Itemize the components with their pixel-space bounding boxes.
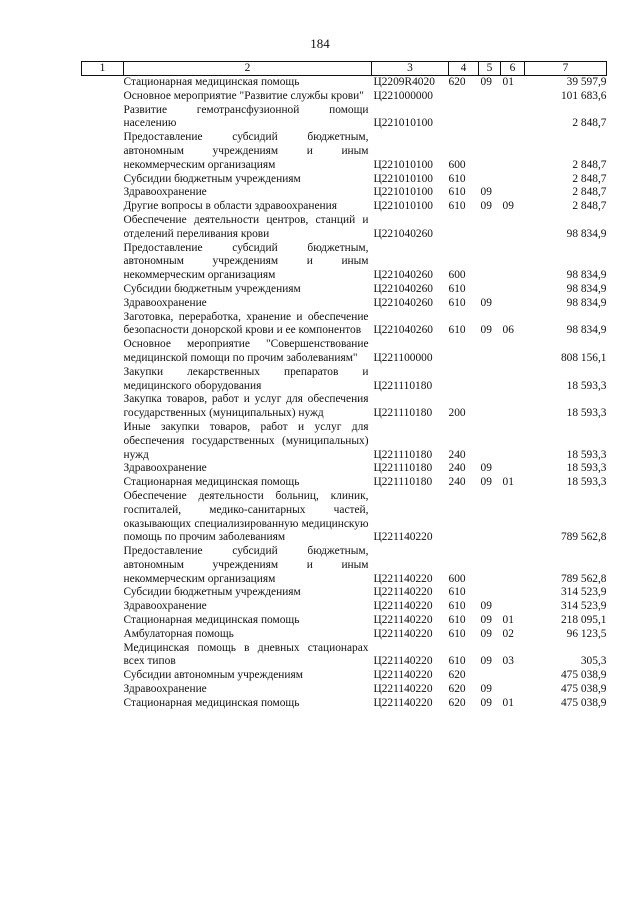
table-row	[82, 173, 607, 187]
target-code: Ц221010100	[373, 158, 433, 171]
amount-value: 314 523,9	[560, 586, 607, 599]
section-code	[479, 214, 501, 242]
row-number-cell	[82, 173, 124, 187]
row-number-cell	[82, 393, 124, 421]
section-code	[479, 131, 501, 172]
subsection-code	[501, 186, 525, 200]
expense-type: 610	[448, 627, 466, 640]
section-code	[479, 586, 501, 600]
section-code	[479, 173, 501, 187]
table-row	[82, 90, 607, 104]
table-row	[82, 311, 607, 339]
column-header-4: 4	[449, 62, 479, 76]
subsection-code: 01	[502, 76, 514, 88]
section-code: 09	[480, 76, 492, 88]
amount-value: 18 593,3	[566, 407, 607, 420]
target-code: Ц221140220	[373, 586, 433, 599]
expense-type: 610	[448, 655, 466, 668]
item-name: Заготовка, переработка, хранение и обеспечение безопасности донорской крови и ее компонентов	[123, 310, 369, 337]
table-row	[82, 586, 607, 600]
target-code: Ц221140220	[373, 696, 433, 709]
subsection-code: 09	[502, 200, 514, 213]
row-number-cell	[82, 214, 124, 242]
item-name: Обеспечение деятельности больниц, клиник, госпиталей, медико-санитарных частей, оказывающих специализированную медицинскую помощь по прочим заболеваниям	[123, 489, 369, 544]
amount-value: 808 156,1	[560, 351, 607, 364]
item-name: Предоставление субсидий бюджетным, автономным учреждениям и иным некоммерческим организациям	[123, 131, 369, 171]
section-code	[479, 669, 501, 683]
target-code: Ц221110180	[373, 379, 433, 392]
row-number-cell	[82, 600, 124, 614]
amount-value: 2 848,7	[572, 172, 607, 185]
section-code	[479, 545, 501, 586]
target-code: Ц221110180	[373, 462, 433, 475]
subsection-code	[501, 242, 525, 283]
column-header-7: 7	[525, 62, 607, 76]
target-code: Ц2209R4020	[373, 76, 435, 88]
section-code: 09	[480, 324, 492, 337]
row-number-cell	[82, 614, 124, 628]
row-number-cell	[82, 297, 124, 311]
expense-type: 620	[448, 683, 466, 696]
subsection-code	[501, 683, 525, 697]
expense-type	[449, 214, 479, 242]
item-name: Стационарная медицинская помощь	[123, 696, 300, 709]
section-code	[479, 104, 501, 132]
table-row	[82, 490, 607, 545]
amount-value: 305,3	[580, 655, 607, 668]
subsection-code: 01	[502, 614, 514, 627]
target-code: Ц221010100	[373, 186, 433, 199]
section-code: 09	[480, 683, 492, 696]
row-number-cell	[82, 669, 124, 683]
expense-type: 620	[448, 696, 466, 709]
subsection-code	[501, 131, 525, 172]
row-number-cell	[82, 642, 124, 670]
table-row	[82, 421, 607, 462]
subsection-code	[501, 490, 525, 545]
table-row	[82, 242, 607, 283]
subsection-code	[501, 366, 525, 394]
target-code: Ц221040260	[373, 227, 433, 240]
table-row	[82, 76, 607, 90]
table-row	[82, 200, 607, 214]
item-name: Стационарная медицинская помощь	[123, 476, 300, 489]
amount-value: 18 593,3	[566, 476, 607, 489]
amount-value: 2 848,7	[572, 186, 607, 199]
item-name: Субсидии бюджетным учреждениям	[123, 586, 301, 599]
table-body	[82, 76, 607, 711]
subsection-code	[501, 545, 525, 586]
expense-type: 610	[448, 172, 466, 185]
item-name: Основное мероприятие "Развитие службы крови"	[123, 89, 364, 102]
amount-value: 314 523,9	[560, 600, 607, 613]
expense-type: 600	[448, 269, 466, 282]
amount-value: 18 593,3	[566, 379, 607, 392]
amount-value: 98 834,9	[566, 324, 607, 337]
target-code: Ц221000000	[373, 89, 433, 102]
column-header-5: 5	[479, 62, 501, 76]
amount-value: 39 597,9	[566, 76, 607, 88]
expense-type: 600	[448, 158, 466, 171]
amount-value: 18 593,3	[566, 448, 607, 461]
subsection-code	[501, 600, 525, 614]
table-row	[82, 697, 607, 711]
section-code	[479, 490, 501, 545]
column-header-6: 6	[501, 62, 525, 76]
subsection-code	[501, 421, 525, 462]
expense-type	[449, 104, 479, 132]
amount-value: 2 848,7	[572, 117, 607, 130]
section-code	[479, 421, 501, 462]
section-code	[479, 366, 501, 394]
row-number-cell	[82, 586, 124, 600]
item-name: Предоставление субсидий бюджетным, автономным учреждениям и иным некоммерческим организациям	[123, 545, 369, 585]
subsection-code	[501, 104, 525, 132]
row-number-cell	[82, 476, 124, 490]
expense-type: 610	[448, 600, 466, 613]
table-row	[82, 476, 607, 490]
amount-value: 101 683,6	[560, 89, 607, 102]
amount-value: 2 848,7	[572, 200, 607, 213]
section-code: 09	[480, 476, 492, 489]
section-code: 09	[480, 186, 492, 199]
target-code: Ц221110180	[373, 476, 433, 489]
item-name: Здравоохранение	[123, 600, 207, 613]
amount-value: 98 834,9	[566, 227, 607, 240]
expense-type: 600	[448, 572, 466, 585]
amount-value: 475 038,9	[560, 669, 607, 682]
table-row	[82, 669, 607, 683]
expense-type: 620	[448, 76, 466, 88]
target-code: Ц221040260	[373, 282, 433, 295]
item-name: Стационарная медицинская помощь	[123, 614, 300, 627]
subsection-code	[501, 393, 525, 421]
item-name: Закупки лекарственных препаратов и медицинского оборудования	[123, 365, 369, 392]
expense-type	[449, 338, 479, 366]
expense-type: 610	[448, 186, 466, 199]
target-code: Ц221140220	[373, 614, 433, 627]
section-code: 09	[480, 696, 492, 709]
section-code: 09	[480, 627, 492, 640]
table-row	[82, 104, 607, 132]
row-number-cell	[82, 628, 124, 642]
table-header	[82, 62, 607, 76]
item-name: Здравоохранение	[123, 186, 207, 199]
section-code	[479, 393, 501, 421]
item-name: Предоставление субсидий бюджетным, автономным учреждениям и иным некоммерческим организациям	[123, 241, 369, 282]
table-row	[82, 338, 607, 366]
header-row	[82, 62, 607, 76]
expense-type: 610	[448, 296, 466, 309]
row-number-cell	[82, 545, 124, 586]
item-name: Развитие гемотрансфузионной помощи населению	[123, 103, 369, 130]
item-name: Здравоохранение	[123, 683, 207, 696]
amount-value: 98 834,9	[566, 269, 607, 282]
expense-type: 240	[448, 476, 466, 489]
table-row	[82, 297, 607, 311]
row-number-cell	[82, 490, 124, 545]
table-row	[82, 283, 607, 297]
column-header-1: 1	[82, 62, 124, 76]
column-header-3: 3	[372, 62, 449, 76]
item-name: Здравоохранение	[123, 462, 207, 475]
item-name: Медицинская помощь в дневных стационарах всех типов	[123, 641, 369, 668]
item-name: Иные закупки товаров, работ и услуг для обеспечения государственных (муниципальных) нужд	[123, 420, 369, 461]
target-code: Ц221040260	[373, 296, 433, 309]
row-number-cell	[82, 421, 124, 462]
subsection-code	[501, 586, 525, 600]
row-number-cell	[82, 697, 124, 711]
row-number-cell	[82, 186, 124, 200]
subsection-code: 02	[502, 627, 514, 640]
target-code: Ц221010100	[373, 172, 433, 185]
item-name: Другие вопросы в области здравоохранения	[123, 200, 337, 213]
amount-value: 98 834,9	[566, 282, 607, 295]
expense-type: 610	[448, 614, 466, 627]
target-code: Ц221100000	[373, 351, 433, 364]
target-code: Ц221110180	[373, 407, 433, 420]
column-header-2: 2	[124, 62, 372, 76]
row-number-cell	[82, 311, 124, 339]
expense-type: 610	[448, 200, 466, 213]
subsection-code: 01	[502, 696, 514, 709]
amount-value: 2 848,7	[572, 158, 607, 171]
subsection-code	[501, 214, 525, 242]
subsection-code	[501, 283, 525, 297]
expense-type: 620	[448, 669, 466, 682]
target-code: Ц221040260	[373, 324, 433, 337]
target-code: Ц221010100	[373, 200, 433, 213]
amount-value: 475 038,9	[560, 696, 607, 709]
target-code: Ц221140220	[373, 655, 433, 668]
table-row	[82, 462, 607, 476]
section-code: 09	[480, 614, 492, 627]
item-name: Субсидии бюджетным учреждениям	[123, 282, 301, 295]
row-number-cell	[82, 242, 124, 283]
expense-type: 610	[448, 586, 466, 599]
section-code: 09	[480, 600, 492, 613]
section-code: 09	[480, 655, 492, 668]
expense-type: 240	[448, 448, 466, 461]
target-code: Ц221110180	[373, 448, 433, 461]
table-row	[82, 642, 607, 670]
row-number-cell	[82, 366, 124, 394]
expense-type	[449, 366, 479, 394]
section-code: 09	[480, 296, 492, 309]
expense-type: 200	[448, 407, 466, 420]
table-row	[82, 393, 607, 421]
row-number-cell	[82, 338, 124, 366]
item-name: Амбулаторная помощь	[123, 627, 234, 640]
amount-value: 98 834,9	[566, 296, 607, 309]
table-row	[82, 366, 607, 394]
row-number-cell	[82, 76, 124, 90]
target-code: Ц221140220	[373, 627, 433, 640]
amount-value: 789 562,8	[560, 531, 607, 544]
budget-table	[81, 61, 607, 711]
subsection-code	[501, 338, 525, 366]
target-code: Ц221140220	[373, 683, 433, 696]
table-row	[82, 186, 607, 200]
target-code: Ц221140220	[373, 572, 433, 585]
expense-type	[449, 90, 479, 104]
target-code: Ц221040260	[373, 269, 433, 282]
section-code: 09	[480, 462, 492, 475]
row-number-cell	[82, 283, 124, 297]
item-name: Субсидии автономным учреждениям	[123, 669, 303, 682]
section-code: 09	[480, 200, 492, 213]
item-name: Обеспечение деятельности центров, станций и отделений переливания крови	[123, 213, 369, 240]
amount-value: 218 095,1	[560, 614, 607, 627]
expense-type: 610	[448, 324, 466, 337]
table-row	[82, 600, 607, 614]
section-code	[479, 242, 501, 283]
subsection-code	[501, 297, 525, 311]
target-code: Ц221140220	[373, 531, 433, 544]
subsection-code	[501, 462, 525, 476]
expense-type: 240	[448, 462, 466, 475]
subsection-code: 06	[502, 324, 514, 337]
expense-type	[449, 490, 479, 545]
page-number: 184	[310, 36, 330, 51]
subsection-code: 01	[502, 476, 514, 489]
target-code: Ц221140220	[373, 669, 433, 682]
target-code: Ц221140220	[373, 600, 433, 613]
item-name: Стационарная медицинская помощь	[123, 76, 300, 88]
subsection-code	[501, 173, 525, 187]
row-number-cell	[82, 683, 124, 697]
item-name: Здравоохранение	[123, 296, 207, 309]
subsection-code	[501, 669, 525, 683]
row-number-cell	[82, 200, 124, 214]
item-name: Субсидии бюджетным учреждениям	[123, 172, 301, 185]
table-row	[82, 628, 607, 642]
subsection-code: 03	[502, 655, 514, 668]
amount-value: 96 123,5	[566, 627, 607, 640]
row-number-cell	[82, 462, 124, 476]
row-number-cell	[82, 131, 124, 172]
table-row	[82, 545, 607, 586]
table-row	[82, 131, 607, 172]
table-row	[82, 683, 607, 697]
item-name: Основное мероприятие "Совершенствование медицинской помощи по прочим заболеваниям"	[123, 338, 369, 364]
table-row	[82, 214, 607, 242]
subsection-code	[501, 90, 525, 104]
section-code	[479, 283, 501, 297]
item-name: Закупка товаров, работ и услуг для обеспечения государственных (муниципальных) нужд	[123, 393, 369, 420]
amount-value: 18 593,3	[566, 462, 607, 475]
section-code	[479, 90, 501, 104]
row-number-cell	[82, 90, 124, 104]
row-number-cell	[82, 104, 124, 132]
amount-value: 789 562,8	[560, 572, 607, 585]
expense-type: 610	[448, 282, 466, 295]
table-row	[82, 614, 607, 628]
section-code	[479, 338, 501, 366]
target-code: Ц221010100	[373, 117, 433, 130]
amount-value: 475 038,9	[560, 683, 607, 696]
